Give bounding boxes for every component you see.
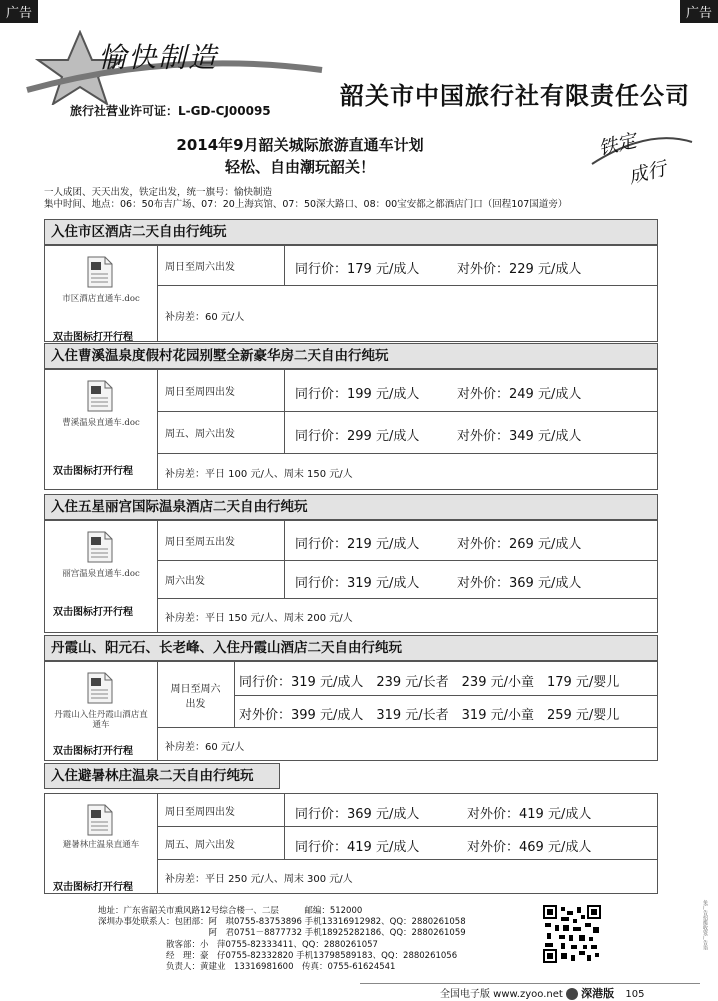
price-row bbox=[157, 412, 657, 454]
public-price: 对外价：249 元/成人 bbox=[457, 387, 582, 402]
ad-label-left: 广告 bbox=[0, 0, 38, 23]
contact-line: 负责人：黄建业 13316981600 传真：0755-61624541 bbox=[98, 962, 396, 973]
room-supplement: 补房差：平日 250 元/人、周末 300 元/人 bbox=[165, 874, 353, 885]
page-subtitle: 轻松、自由潮玩韶关！ bbox=[224, 158, 375, 176]
departure-days: 周日至周五出发 bbox=[157, 521, 285, 560]
contact-line: 散客部：小 萍0755-82333411、QQ：2880261057 bbox=[98, 939, 378, 950]
price-row bbox=[157, 246, 657, 286]
document-icon[interactable] bbox=[87, 531, 113, 563]
doc-filename: 丹霞山入住丹霞山酒店直通车 bbox=[54, 710, 148, 730]
departure-days: 周五、周六出发 bbox=[157, 827, 285, 859]
doc-filename: 市区酒店直通车.doc bbox=[62, 294, 140, 304]
page-title: 2014年9月韶关城际旅游直通车计划 bbox=[176, 136, 424, 154]
doc-filename: 丽宫温泉直通车.doc bbox=[62, 569, 140, 579]
document-icon[interactable] bbox=[87, 256, 113, 288]
doc-icon-cell[interactable] bbox=[45, 521, 158, 632]
doc-icon-cell[interactable] bbox=[45, 370, 158, 489]
departure-days: 周日至周四出发 bbox=[157, 370, 285, 411]
room-supplement: 补房差：60 元/人 bbox=[165, 312, 245, 323]
price-row bbox=[157, 521, 657, 561]
stamp-text-1: 铁定 bbox=[596, 129, 639, 161]
doc-icon-cell[interactable] bbox=[45, 794, 158, 893]
peer-price: 同行价：319 元/成人 bbox=[295, 576, 420, 591]
room-supplement: 补房差：平日 150 元/人、周末 200 元/人 bbox=[165, 613, 353, 624]
footer-badge-icon bbox=[566, 988, 578, 1000]
intro-line-1: 一人成团、天天出发，铁定出发，统一旗号：愉快制造 bbox=[44, 187, 273, 198]
contact-line: 深圳办事处联系人：包团部：阿 琪0755-83753896 手机13316912982、QQ：2880261058 bbox=[98, 917, 466, 928]
document-icon[interactable] bbox=[87, 804, 113, 836]
public-price: 对外价：269 元/成人 bbox=[457, 537, 582, 552]
license-number: 旅行社营业许可证：L-GD-CJ00095 bbox=[70, 104, 271, 118]
section-4-body bbox=[44, 661, 658, 761]
supplement-row bbox=[157, 599, 657, 632]
intro-text bbox=[44, 187, 567, 211]
intro-line-2: 集中时间、地点：06：50布吉广场、07：20上海宾馆、07：50深大路口、08：00宝安都之都酒店门口（回程107国道旁） bbox=[44, 199, 568, 210]
section-5-header: 入住避暑林庄温泉二天自由行纯玩 bbox=[44, 763, 280, 789]
public-price: 对外价：399 元/成人 319 元/长者 319 元/小童 259 元/婴儿 bbox=[239, 708, 620, 723]
footer-edition: 深港版 bbox=[581, 987, 615, 1000]
open-itinerary-label: 双击图标打开行程 bbox=[53, 607, 133, 618]
supplement-row bbox=[157, 860, 657, 893]
departure-days: 周六出发 bbox=[157, 561, 285, 598]
public-price: 对外价：469 元/成人 bbox=[467, 840, 592, 855]
supplement-row bbox=[157, 728, 657, 760]
footer bbox=[440, 985, 644, 1001]
doc-filename: 曹溪温泉直通车.doc bbox=[62, 418, 140, 428]
supplement-row bbox=[157, 286, 657, 341]
open-itinerary-label: 双击图标打开行程 bbox=[53, 466, 133, 477]
section-2-body bbox=[44, 369, 658, 490]
address-line: 地址：广东省韶关市熏风路12号综合楼一、二层 邮编：512000 bbox=[98, 906, 363, 916]
document-icon[interactable] bbox=[87, 380, 113, 412]
room-supplement: 补房差：平日 100 元/人、周末 150 元/人 bbox=[165, 469, 353, 480]
footer-divider bbox=[360, 983, 700, 984]
open-itinerary-label: 双击图标打开行程 bbox=[53, 746, 133, 757]
peer-price: 同行价：299 元/成人 bbox=[295, 429, 420, 444]
footer-site[interactable]: 全国电子版 www.zyoo.net bbox=[440, 989, 563, 1000]
public-price: 对外价：229 元/成人 bbox=[457, 262, 582, 277]
section-3-header: 入住五星丽宫国际温泉酒店二天自由行纯玩 bbox=[44, 494, 658, 520]
section-5-body bbox=[44, 793, 658, 894]
peer-price-row bbox=[235, 662, 657, 696]
room-supplement: 补房差：60 元/人 bbox=[165, 742, 245, 753]
peer-price: 同行价：179 元/成人 bbox=[295, 262, 420, 277]
price-row bbox=[157, 794, 657, 827]
contact-line: 阿 君0751－8877732 手机18925282186、QQ：2880261059 bbox=[98, 928, 466, 939]
departure-days: 周日至周六出发 bbox=[157, 662, 235, 727]
contact-line: 经 理：豪 仔0755-82332820 手机13798589183、QQ：2880261056 bbox=[98, 950, 458, 961]
open-itinerary-label: 双击图标打开行程 bbox=[53, 332, 133, 343]
doc-icon-cell[interactable] bbox=[45, 246, 158, 341]
open-itinerary-label: 双击图标打开行程 bbox=[53, 882, 133, 893]
section-1-body bbox=[44, 245, 658, 342]
departure-days: 周五、周六出发 bbox=[157, 412, 285, 453]
peer-price: 同行价：199 元/成人 bbox=[295, 387, 420, 402]
price-row bbox=[157, 662, 657, 728]
price-row bbox=[157, 827, 657, 860]
public-price: 对外价：369 元/成人 bbox=[457, 576, 582, 591]
public-price: 对外价：349 元/成人 bbox=[457, 429, 582, 444]
stamp-text-2: 成行 bbox=[626, 157, 669, 189]
peer-price: 同行价：319 元/成人 239 元/长者 239 元/小童 179 元/婴儿 bbox=[239, 675, 620, 690]
peer-price: 同行价：219 元/成人 bbox=[295, 537, 420, 552]
doc-icon-cell[interactable] bbox=[45, 662, 158, 760]
section-1-header: 入住市区酒店二天自由行纯玩 bbox=[44, 219, 658, 245]
qr-code-icon bbox=[543, 905, 601, 963]
public-price: 对外价：419 元/成人 bbox=[467, 807, 592, 822]
departure-days: 周日至周四出发 bbox=[157, 794, 285, 826]
doc-filename: 避暑林庄温泉直通车 bbox=[62, 840, 140, 850]
section-3-body bbox=[44, 520, 658, 633]
price-row bbox=[157, 561, 657, 599]
departure-days: 周日至周六出发 bbox=[157, 246, 285, 285]
page-number: 105 bbox=[625, 989, 645, 1000]
price-row bbox=[157, 370, 657, 412]
section-4-header: 丹霞山、阳元石、长老峰、入住丹霞山酒店二天自由行纯玩 bbox=[44, 635, 658, 661]
section-2-header: 入住曹溪温泉度假村花园别墅全新豪华房二天自由行纯玩 bbox=[44, 343, 658, 369]
supplement-row bbox=[157, 454, 657, 489]
logo-text: 愉快制造 bbox=[98, 41, 219, 74]
ad-label-right: 广告 bbox=[680, 0, 718, 23]
company-name: 韶关市中国旅行社有限责任公司 bbox=[340, 81, 690, 110]
document-icon[interactable] bbox=[87, 672, 113, 704]
contact-block bbox=[98, 906, 466, 973]
side-note: 免广告招揽收资广告语 bbox=[702, 900, 708, 950]
peer-price: 同行价：369 元/成人 bbox=[295, 807, 420, 822]
peer-price: 同行价：419 元/成人 bbox=[295, 840, 420, 855]
